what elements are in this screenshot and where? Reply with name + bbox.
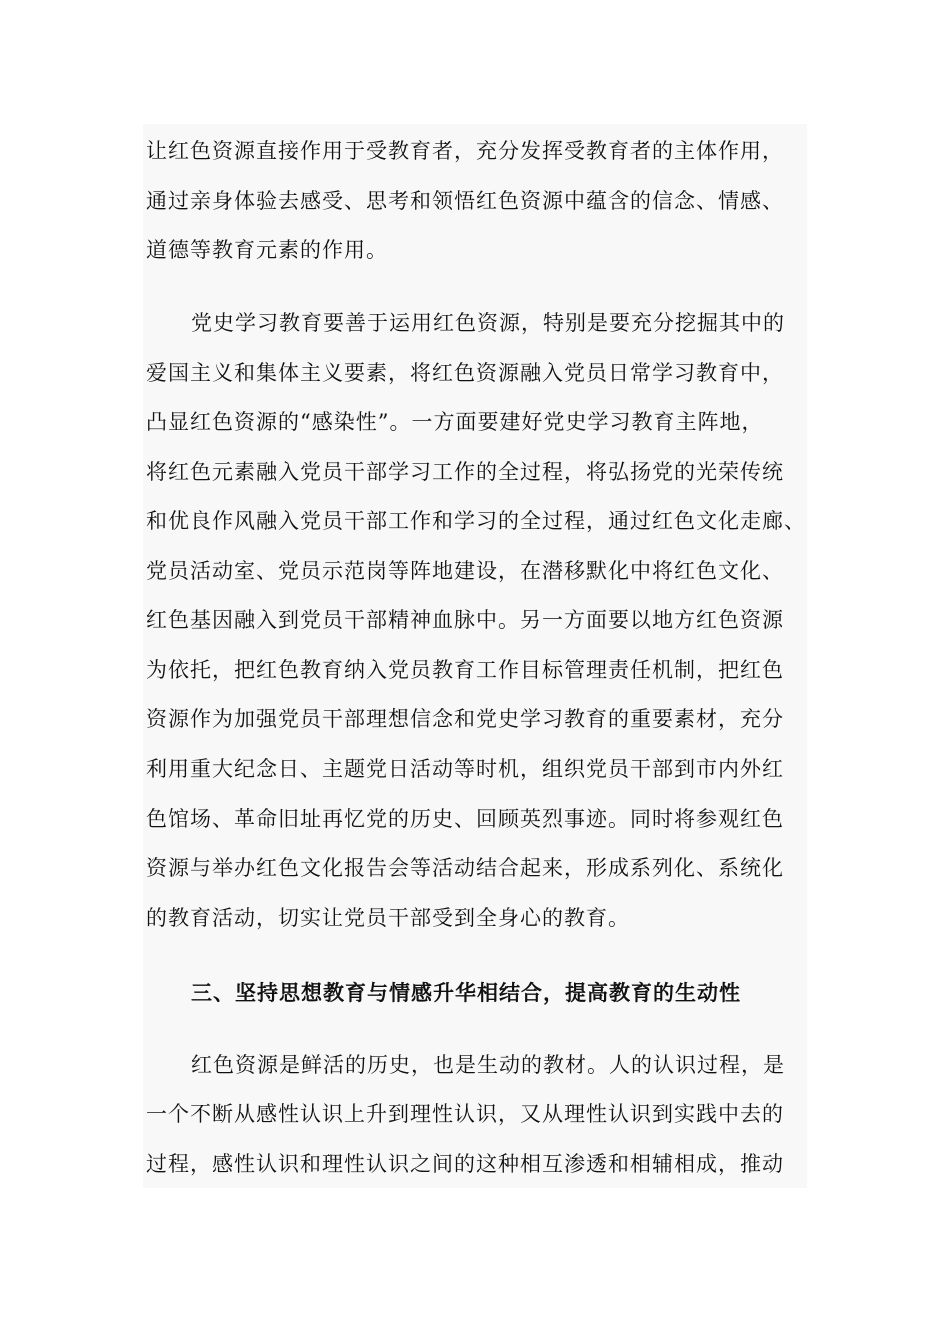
paragraph-line: 色馆场、革命旧址再忆党的历史、回顾英烈事迹。同时将参观红色 xyxy=(146,807,784,831)
paragraph-line: 为依托，把红色教育纳入党员教育工作目标管理责任机制，把红色 xyxy=(146,658,784,682)
paragraph-line: 资源与举办红色文化报告会等活动结合起来，形成系列化、系统化 xyxy=(146,856,784,880)
paragraph-line: 和优良作风融入党员干部工作和学习的全过程，通过红色文化走廊、 xyxy=(146,509,806,533)
paragraph-line: 道德等教育元素的作用。 xyxy=(146,238,388,262)
paragraph-line: 一个不断从感性认识上升到理性认识，又从理性认识到实践中去的 xyxy=(146,1102,784,1126)
paragraph-line: 凸显红色资源的“感染性”。一方面要建好党史学习教育主阵地， xyxy=(146,410,764,434)
paragraph-line: 资源作为加强党员干部理想信念和党史学习教育的重要素材，充分 xyxy=(146,707,784,731)
document-text-block xyxy=(143,124,807,1188)
paragraph-line: 让红色资源直接作用于受教育者，充分发挥受教育者的主体作用， xyxy=(146,139,784,163)
paragraph-line: 爱国主义和集体主义要素，将红色资源融入党员日常学习教育中， xyxy=(146,361,784,385)
paragraph-line: 通过亲身体验去感受、思考和领悟红色资源中蕴含的信念、情感、 xyxy=(146,189,784,213)
paragraph-line: 党员活动室、党员示范岗等阵地建设，在潜移默化中将红色文化、 xyxy=(146,559,784,583)
paragraph-line: 利用重大纪念日、主题党日活动等时机，组织党员干部到市内外红 xyxy=(146,757,784,781)
paragraph-line: 党史学习教育要善于运用红色资源，特别是要充分挖掘其中的 xyxy=(191,311,785,335)
paragraph-line: 的教育活动，切实让党员干部受到全身心的教育。 xyxy=(146,906,630,930)
paragraph-line: 红色资源是鲜活的历史，也是生动的教材。人的认识过程，是 xyxy=(191,1053,785,1077)
paragraph-line: 红色基因融入到党员干部精神血脉中。另一方面要以地方红色资源 xyxy=(146,608,784,632)
paragraph-line: 将红色元素融入党员干部学习工作的全过程，将弘扬党的光荣传统 xyxy=(146,460,784,484)
section-heading: 三、坚持思想教育与情感升华相结合，提高教育的生动性 xyxy=(191,980,741,1005)
paragraph-line: 过程，感性认识和理性认识之间的这种相互渗透和相辅相成，推动 xyxy=(146,1152,784,1176)
